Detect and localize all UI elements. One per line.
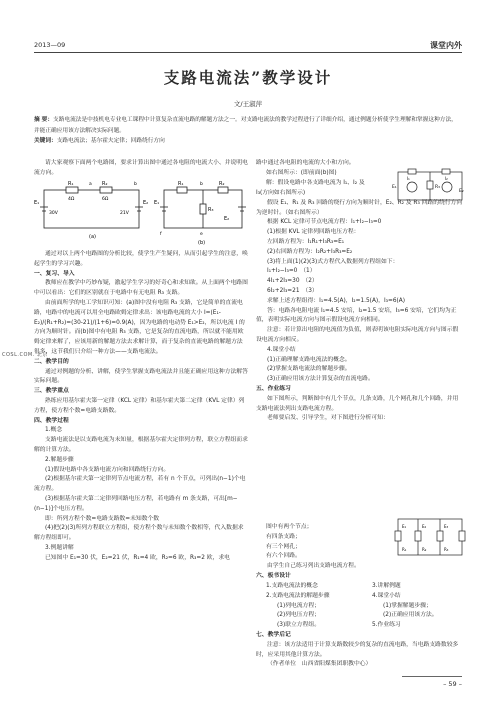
- board-item-2b: (2)列电压方程；: [277, 612, 320, 619]
- right-r5: 根据 KCL 定律可节点电流方程：I₁+I₂−I₃=0: [267, 219, 382, 226]
- homework-meshes: 有三个网孔；: [266, 543, 301, 550]
- homework-branches: 有四条支路；: [266, 533, 301, 540]
- step-2: (2)根据基尔霍夫第一定律列节点电流方程，若有 n 个节点，可列出(n−1)个电流方程。: [34, 476, 246, 493]
- intro-paragraph: 请大家观察下面两个电路图，要求计算出图中通过各电阻的电流大小、并说明电流方向。: [34, 160, 248, 176]
- label-node-b2: b: [200, 182, 203, 187]
- right-r8: (2)右回路方程为：I₂R₂+I₃R₃=E₂: [267, 248, 353, 255]
- homework-nodes: 图中有两个节点；: [266, 524, 313, 530]
- hw-label-r1: R₁: [402, 547, 407, 552]
- label-r1-a: R₁: [68, 181, 74, 187]
- page-number: – 59 –: [443, 680, 462, 688]
- right-r10: 求解上述方程组得：I₁=4.5(A)，I₂=1.5(A)，I₃=6(A): [267, 297, 406, 304]
- label-4ohm-a: 4Ω: [68, 197, 75, 202]
- right-r6: (1)根据 KVL 定律列回路电压方程：: [267, 229, 360, 236]
- right-r11: 答：电路各电阻电流 I₁=4.5 安培，I₂=1.5 安培，I₃=6 安培，它们均为正值，表明实际电流方向与图示假设电流方向相同。: [256, 307, 457, 324]
- label-e1-a: E₁: [34, 200, 40, 206]
- equation-1: I₁+I₂−I₃=0 （1）: [267, 268, 316, 275]
- ex-label-e1: E₁: [392, 185, 397, 190]
- board-item-2a: (1)列电流方程；: [277, 602, 320, 609]
- board-item-4b: (2)正确应用该方法。: [383, 612, 438, 619]
- header-rule: [34, 52, 462, 53]
- hw-label-e3: E₃: [444, 524, 449, 529]
- circuit-diagrams: [34, 180, 248, 248]
- article-author: 文/王淑萍: [233, 100, 263, 108]
- summary-2: (2)掌握支路电流法的解题步骤。: [267, 366, 351, 373]
- label-node-a: a: [89, 182, 92, 187]
- para-4: 由前面所学的电工学知识可知：(a)图中没有电阻 R₃ 支路，它是简单的直流电路，电路中的电流可以用全电路欧姆定律求出：该电路电流的大小 I=(E₁-E₂)/(R₁+R₂)=(30-21)/(1+6)=0.9(A)，因为电路的电动势 E₁>E₂，所以电流 I 的方向为顺时针。而(b)图中有电阻 R₃ 支路，它是复杂的直流电路，所以就不能用欧姆定律来解了，应该用新的解题方法去求解计算，而于复杂的直流电路的解题方法很多，这节我们只介绍一种方法——支路电流法。: [34, 299, 245, 355]
- figure-homework: [394, 513, 466, 561]
- summary-heading: 4.课堂小结: [267, 346, 296, 353]
- hw-label-r2: R₂: [422, 547, 427, 552]
- homework-list: [266, 523, 396, 562]
- label-node-f: f: [160, 232, 162, 237]
- heading-board: 六、板书设计: [256, 572, 291, 579]
- step-1: (1)假设电路中各支路电流方向和回路绕行方向。: [45, 466, 170, 473]
- right-r9: (3)将上面(1)(2)(3)式方程代入数据列方程组如下：: [267, 258, 399, 265]
- right-column-bottom: [256, 562, 464, 582]
- right-column-end: [256, 631, 464, 670]
- board-item-3: 3.讲解例题: [372, 583, 401, 589]
- right-r23: 注意：该方法适用于计算支路数较少的复杂的直流电路，当电路支路数较多时，应采用其他计算方法。: [256, 641, 459, 658]
- label-r3-b: R₃: [208, 207, 214, 213]
- homework-circuit: [394, 513, 466, 561]
- heading-process: 四、教学过程: [34, 417, 69, 424]
- right-r7: 左回路方程为：I₁R₁+I₃R₃=E₁: [267, 238, 345, 245]
- right-r17: 老师要启发、引导学生，对下图进行分析可知：: [267, 415, 389, 422]
- right-para-1: 路中通过各电阻的电流的大小和方向。: [256, 160, 355, 166]
- ex-label-i2: I₂: [445, 176, 448, 181]
- abstract-paragraph: [34, 115, 462, 136]
- right-r4: 假设 E₁、R₁ 及 R₃ 回路的绕行方向为顺时针，E₂、R₂ 及 R₃ 回路的绕行方向为逆时针。（如右图所示）: [256, 199, 463, 216]
- sub-concept: 1.概念: [45, 427, 63, 434]
- step-4: (4)把(2)(3)所列方程联立方程组，使方程个数与未知数个数相等，代入数据求解方程组即可。: [34, 525, 244, 542]
- label-e2-a: E₂: [143, 200, 149, 206]
- left-column-top: [34, 159, 248, 179]
- right-r3: I₃(方向如右图所示): [256, 190, 306, 196]
- hw-label-e1: E₁: [402, 524, 407, 529]
- board-item-1: 1.支路电流法的概念: [266, 583, 318, 589]
- label-30v: 30V: [49, 211, 58, 216]
- left-column: [34, 250, 248, 564]
- para-2: 通过对以上两个电路图的分析比较，使学生产生疑问，从而引起学生的注意，唤起学生的学习兴趣。: [34, 251, 248, 267]
- page-header: [34, 38, 462, 52]
- summary-1: (1)正确理解支路电流法的概念。: [267, 356, 351, 363]
- watermark: COSL.COM. 北京: [2, 352, 48, 358]
- ex-label-r3: R₃: [435, 185, 440, 190]
- author-affiliation: （作者单位 山西省阳煤集团职教中心）: [267, 661, 372, 668]
- right-r2: 解：假设电路中各支路电流为 I₁、I₂ 及: [266, 179, 365, 186]
- heading-homework: 五、作业练习: [256, 385, 291, 392]
- column-name: 课堂内外: [430, 41, 462, 50]
- heading-purpose: 二、教学目的: [34, 358, 69, 365]
- board-item-2: 2.支路电流法的解题步骤: [266, 592, 330, 599]
- equation-2: 4I₁+2I₃=30 （2）: [267, 278, 318, 285]
- right-r22: 由学生自己练习列出支路电流方程。: [267, 563, 360, 569]
- label-21v: 21V: [120, 211, 129, 216]
- step-3: (3)根据基尔霍夫第二定律列回路电压方程，若电路有 m 条支路，可出[m−(n−1)]个电压方程。: [34, 495, 238, 512]
- fig-a-caption: (a): [89, 234, 96, 240]
- footer-rule: [402, 676, 462, 677]
- sub-example: 3.例题讲解: [45, 544, 74, 551]
- para-6: 熟练应用基尔霍夫第一定律（KCL 定律）和基尔霍夫第二定律（KVL 定律）列方程，使方程个数=电路支路数。: [34, 397, 245, 414]
- label-e1-b: E₁: [154, 200, 160, 206]
- fig-b-caption: (b): [198, 240, 206, 246]
- board-left: [266, 582, 366, 631]
- label-node-b: b: [134, 182, 137, 187]
- label-r2-b: R₂: [219, 181, 225, 187]
- para-example: 已知图中 E₁=30 伏，E₂=21 伏，R₁=4 欧，R₂=6 欧，R₃=2 欧，求电: [45, 554, 230, 561]
- heading-focus: 三、教学重点: [34, 388, 69, 395]
- label-e2-b: E₂: [224, 216, 230, 222]
- abstract: [34, 115, 462, 147]
- keywords-text: 支路电流法；基尔霍夫定律；回路绕行方向: [56, 138, 165, 144]
- label-r2-a: R₂: [102, 181, 108, 187]
- keywords-paragraph: [34, 136, 462, 147]
- para-3: 教师应在教学中巧妙布疑，激起学生学习的好奇心和求知欲。从上面两个电路图中可以看出：它们的区别就在于电路中有无电阻 R₃ 支路。: [34, 280, 248, 297]
- board-item-4a: (1)掌握解题步骤；: [383, 602, 432, 609]
- label-r1-b: R₁: [178, 181, 184, 187]
- label-6ohm-a: 6Ω: [102, 197, 109, 202]
- board-item-2c: (3)联立方程组。: [277, 622, 320, 629]
- right-column: [256, 189, 464, 424]
- hw-label-e2: E₂: [422, 524, 427, 529]
- ex-label-i1: I₁: [407, 176, 410, 181]
- right-r1: 如右图所示：(即前面(b)图): [266, 170, 337, 176]
- homework-loops: 有六个回路。: [266, 553, 301, 560]
- equation-3: 6I₂+2I₃=21 （3）: [267, 287, 318, 294]
- step-rule: 即：所列方程个数=电路支路数=未知数个数: [45, 515, 160, 522]
- ex-label-e2: E₂: [459, 189, 464, 194]
- summary-3: (3)正确应用该方法计算复杂的直流电路。: [267, 376, 374, 383]
- heading-review: 一、复习、导入: [34, 270, 75, 277]
- figure-ab: [34, 180, 248, 248]
- right-column-narrow: [266, 169, 392, 189]
- para-7: 支路电流法是以支路电流为未知量，根据基尔霍夫定律列方程，联立方程组而求解的计算方法。: [34, 437, 248, 453]
- article-title: 支路电流法”教学设计: [163, 68, 333, 87]
- label-node-e: e: [200, 232, 203, 237]
- keywords-label: 关键词：: [34, 138, 57, 144]
- abstract-label: 摘 要：: [34, 117, 54, 123]
- right-r16: 如下图所示，判断图中有几个节点，几条支路，几个网孔和几个回路，并用支路电流法列出支路电流方程。: [256, 395, 459, 412]
- para-5: 通过对例题的分析、讲解，使学生掌握支路电流法并且能正确应用这种方法解答实际问题。: [34, 368, 248, 385]
- hw-label-r3: R₃: [444, 547, 449, 552]
- issue-number: 2013—09: [34, 41, 66, 49]
- abstract-text: 支路电流法是中技机电专业电工课程中计算复杂直流电路的解题方法之一。对支路电流法的教学过程进行了详细介绍，通过例题分析使学生理解和掌握这种方法，并能正确应用该方法解决实际问题。: [34, 117, 457, 134]
- heading-postscript: 七、教学后记: [256, 632, 291, 638]
- board-item-4: 4.课堂小结: [372, 592, 401, 599]
- board-item-5: 5.作业练习: [372, 622, 401, 629]
- right-r12: 注意：若计算出电阻的电流值为负值，则表明该电阻实际电流方向与图示假设电流方向相反。: [256, 327, 459, 343]
- board-right: [372, 582, 464, 631]
- sub-steps: 2.解题步骤: [45, 456, 74, 463]
